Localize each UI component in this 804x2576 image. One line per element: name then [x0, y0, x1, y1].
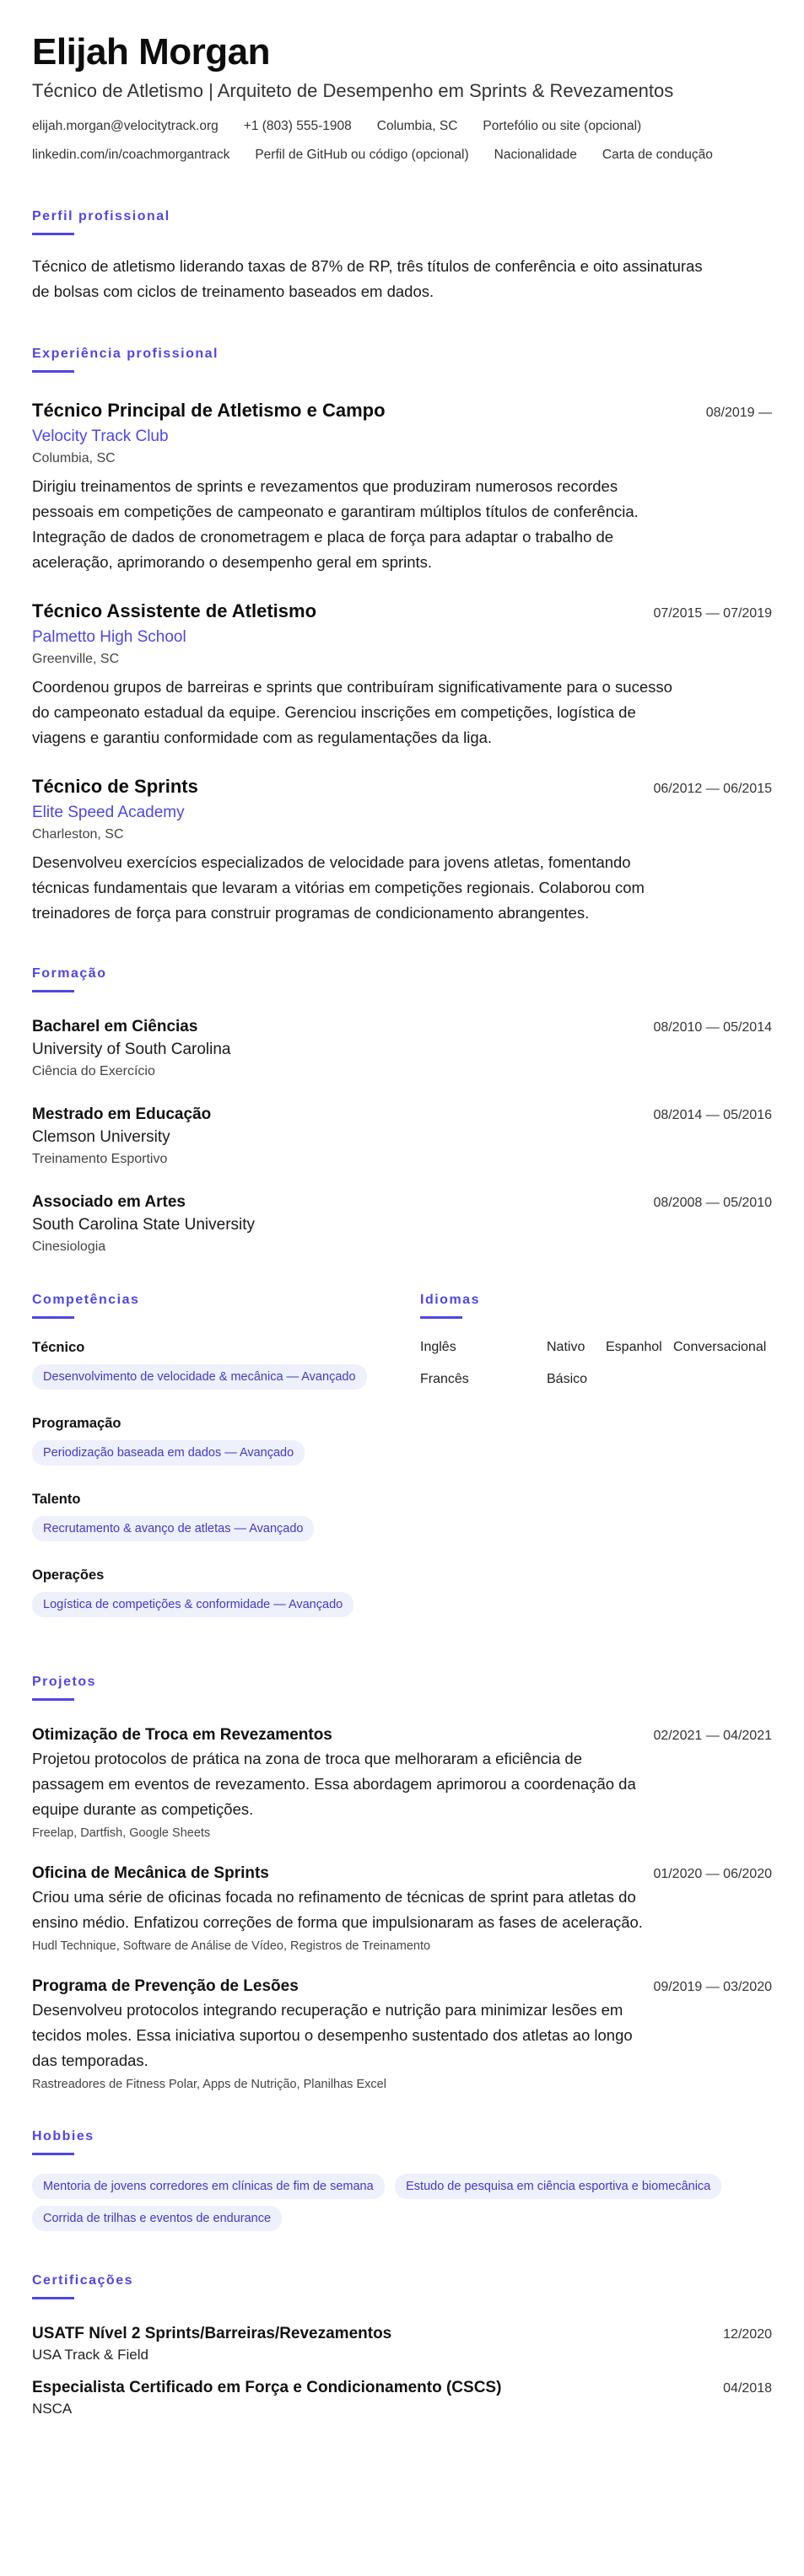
section-title-hobbies: Hobbies	[32, 2129, 94, 2143]
hobby-pill: Corrida de trilhas e eventos de endurance	[32, 2206, 282, 2231]
experience-item	[32, 599, 772, 750]
education-school: South Carolina State University	[32, 1216, 256, 1234]
section-title-experience: Experiência profissional	[32, 347, 219, 361]
project-item	[32, 1976, 772, 2094]
languages-column	[420, 1291, 772, 1641]
education-school: University of South Carolina	[32, 1041, 231, 1058]
section-title-summary: Perfil profissional	[32, 209, 170, 223]
contact-nationality: Nacionalidade	[494, 148, 577, 162]
hobby-pill: Mentoria de jovens corredores em clínicas de fim de semana	[32, 2174, 385, 2199]
section-title-languages: Idiomas	[420, 1293, 480, 1307]
projects-section	[32, 1673, 772, 2094]
language-name: Inglês	[420, 1340, 456, 1354]
experience-item	[32, 774, 772, 926]
project-date: 09/2019 — 03/2020	[653, 1980, 772, 1994]
certifications-section	[32, 2272, 772, 2419]
job-date: 07/2015 — 07/2019	[653, 606, 772, 621]
project-date: 02/2021 — 04/2021	[653, 1729, 772, 1743]
language-name: Espanhol	[606, 1340, 662, 1354]
education-degree: Associado em Artes	[32, 1193, 186, 1211]
job-company: Velocity Track Club	[32, 428, 169, 445]
hobby-list	[32, 2174, 774, 2238]
certification-item	[32, 2377, 772, 2419]
project-tools: Rastreadores de Fitness Polar, Apps de Nutrição, Planilhas Excel	[32, 2078, 386, 2091]
project-tools: Freelap, Dartfish, Google Sheets	[32, 1826, 211, 1840]
education-item	[32, 1191, 772, 1257]
education-date: 08/2008 — 05/2010	[653, 1196, 772, 1210]
job-company: Palmetto High School	[32, 628, 186, 646]
project-title: Programa de Prevenção de Lesões	[32, 1977, 299, 1995]
project-title: Otimização de Troca em Revezamentos	[32, 1726, 332, 1744]
skill-category: Técnico	[32, 1340, 85, 1355]
skill-pill: Recrutamento & avanço de atletas — Avançado	[32, 1516, 314, 1541]
language-level: Conversacional	[673, 1340, 767, 1354]
language-level: Nativo	[547, 1340, 585, 1354]
contact-linkedin[interactable]: linkedin.com/in/coachmorgantrack	[32, 148, 230, 162]
language-name: Francês	[420, 1372, 469, 1386]
job-description: Coordenou grupos de barreiras e sprints que contribuíram significativamente para o sucesso do campeonato estadual da equipe. Gerenciou inscrições em competições, logística de viagens e garantiu conformidade com as regulamentações da liga.	[32, 678, 672, 746]
hobby-pill: Estudo de pesquisa em ciência esportiva e biomecânica	[395, 2174, 721, 2199]
certification-item	[32, 2323, 772, 2365]
project-item	[32, 1863, 772, 1955]
education-field: Treinamento Esportivo	[32, 1152, 168, 1166]
skill-group	[32, 1489, 420, 1548]
education-school: Clemson University	[32, 1128, 170, 1146]
job-date: 06/2012 — 06/2015	[653, 782, 772, 796]
experience-item	[32, 398, 772, 575]
skill-group	[32, 1337, 420, 1396]
section-title-projects: Projetos	[32, 1675, 97, 1689]
job-title: Técnico de Sprints	[32, 776, 198, 797]
education-degree: Bacharel em Ciências	[32, 1018, 198, 1035]
project-description: Projetou protocolos de prática na zona de troca que melhoraram a eficiência de passagem em eventos de revezamento. Essa abordagem aprimorou a coordenação da equipe durante as competições.	[32, 1750, 636, 1818]
summary-section	[32, 207, 772, 304]
job-location: Charleston, SC	[32, 827, 124, 842]
contact-location: Columbia, SC	[376, 119, 458, 133]
section-title-education: Formação	[32, 966, 107, 981]
section-rule	[32, 990, 74, 992]
education-field: Cinesiologia	[32, 1240, 106, 1254]
job-title: Técnico Principal de Atletismo e Campo	[32, 400, 386, 421]
project-title: Oficina de Mecânica de Sprints	[32, 1864, 269, 1882]
skills-languages-section	[32, 1291, 772, 1641]
language-level: Básico	[547, 1372, 588, 1386]
section-title-certifications: Certificações	[32, 2273, 133, 2288]
skill-category: Operações	[32, 1568, 105, 1583]
job-company: Elite Speed Academy	[32, 804, 185, 821]
summary-text: Técnico de atletismo liderando taxas de 87% de RP, três títulos de conferência e oito assinaturas de bolsas com ciclos de treinamento baseados em dados.	[32, 257, 703, 300]
section-rule	[32, 370, 74, 373]
section-rule	[32, 2153, 74, 2155]
contact-license: Carta de condução	[602, 148, 713, 162]
skill-group	[32, 1565, 420, 1624]
section-rule	[32, 233, 74, 235]
job-title: Técnico Assistente de Atletismo	[32, 600, 317, 621]
contact-phone[interactable]: +1 (803) 555-1908	[243, 119, 352, 133]
job-description: Desenvolveu exercícios especializados de velocidade para jovens atletas, fomentando técnicas fundamentais que levaram a vitórias em competições regionais. Colaborou com treinadores de força para construir programas de condicionamento abrangentes.	[32, 853, 645, 922]
language-row	[420, 1337, 772, 1358]
section-rule	[32, 2297, 74, 2299]
section-rule	[32, 1316, 74, 1319]
project-description: Criou uma série de oficinas focada no refinamento de técnicas de sprint para atletas do ensino médio. Enfatizou correções de forma que impulsionaram as fases de aceleração.	[32, 1888, 643, 1931]
skill-pill: Logística de competições & conformidade — Avançado	[32, 1592, 353, 1617]
contact-portfolio[interactable]: Portefólio ou site (opcional)	[483, 119, 642, 133]
certification-issuer: USA Track & Field	[32, 2347, 148, 2363]
project-date: 01/2020 — 06/2020	[653, 1867, 772, 1881]
certification-title: USATF Nível 2 Sprints/Barreiras/Revezamentos	[32, 2325, 392, 2342]
certification-date: 04/2018	[723, 2381, 772, 2396]
certification-date: 12/2020	[723, 2327, 772, 2342]
education-date: 08/2010 — 05/2014	[653, 1020, 772, 1035]
education-field: Ciência do Exercício	[32, 1064, 155, 1078]
skill-category: Talento	[32, 1492, 81, 1507]
job-date: 08/2019 —	[705, 406, 772, 420]
education-section	[32, 965, 772, 1257]
project-item	[32, 1724, 772, 1842]
candidate-name: Elijah Morgan	[32, 31, 270, 73]
education-item	[32, 1016, 772, 1082]
job-location: Columbia, SC	[32, 451, 116, 465]
education-degree: Mestrado em Educação	[32, 1105, 212, 1123]
job-description: Dirigiu treinamentos de sprints e revezamentos que produziram numerosos recordes pessoais em competições de campeonato e garantiram múltiplos títulos de conferência. Integração de dados de cronometragem e placa de força para adaptar o trabalho de aceleração, aprimorando o desempenho geral em sprints.	[32, 477, 639, 571]
section-rule	[32, 1698, 74, 1701]
language-row	[420, 1369, 772, 1390]
contact-list	[32, 116, 766, 165]
job-location: Greenville, SC	[32, 652, 120, 666]
skills-column	[32, 1291, 420, 1641]
skill-pill: Desenvolvimento de velocidade & mecânica — Avançado	[32, 1364, 367, 1390]
candidate-title: Técnico de Atletismo | Arquiteto de Desempenho em Sprints & Revezamentos	[32, 80, 674, 101]
skill-pill: Periodização baseada em dados — Avançado	[32, 1440, 305, 1465]
skill-category: Programação	[32, 1416, 121, 1431]
certification-issuer: NSCA	[32, 2401, 73, 2417]
section-title-skills: Competências	[32, 1293, 140, 1307]
contact-github[interactable]: Perfil de GitHub ou código (opcional)	[255, 148, 469, 162]
certification-title: Especialista Certificado em Força e Condicionamento (CSCS)	[32, 2379, 502, 2396]
contact-email[interactable]: elijah.morgan@velocitytrack.org	[32, 119, 219, 133]
education-item	[32, 1104, 772, 1170]
project-tools: Hudl Technique, Software de Análise de Vídeo, Registros de Treinamento	[32, 1939, 431, 1953]
section-rule	[420, 1316, 462, 1319]
hobbies-section	[32, 2127, 772, 2238]
project-description: Desenvolveu protocolos integrando recuperação e nutrição para minimizar lesões em tecidos moles. Essa iniciativa suportou o desempenho sustentado dos atletas ao longo das temporadas.	[32, 2001, 633, 2069]
skill-group	[32, 1413, 420, 1472]
education-date: 08/2014 — 05/2016	[653, 1108, 772, 1122]
experience-section	[32, 345, 772, 926]
